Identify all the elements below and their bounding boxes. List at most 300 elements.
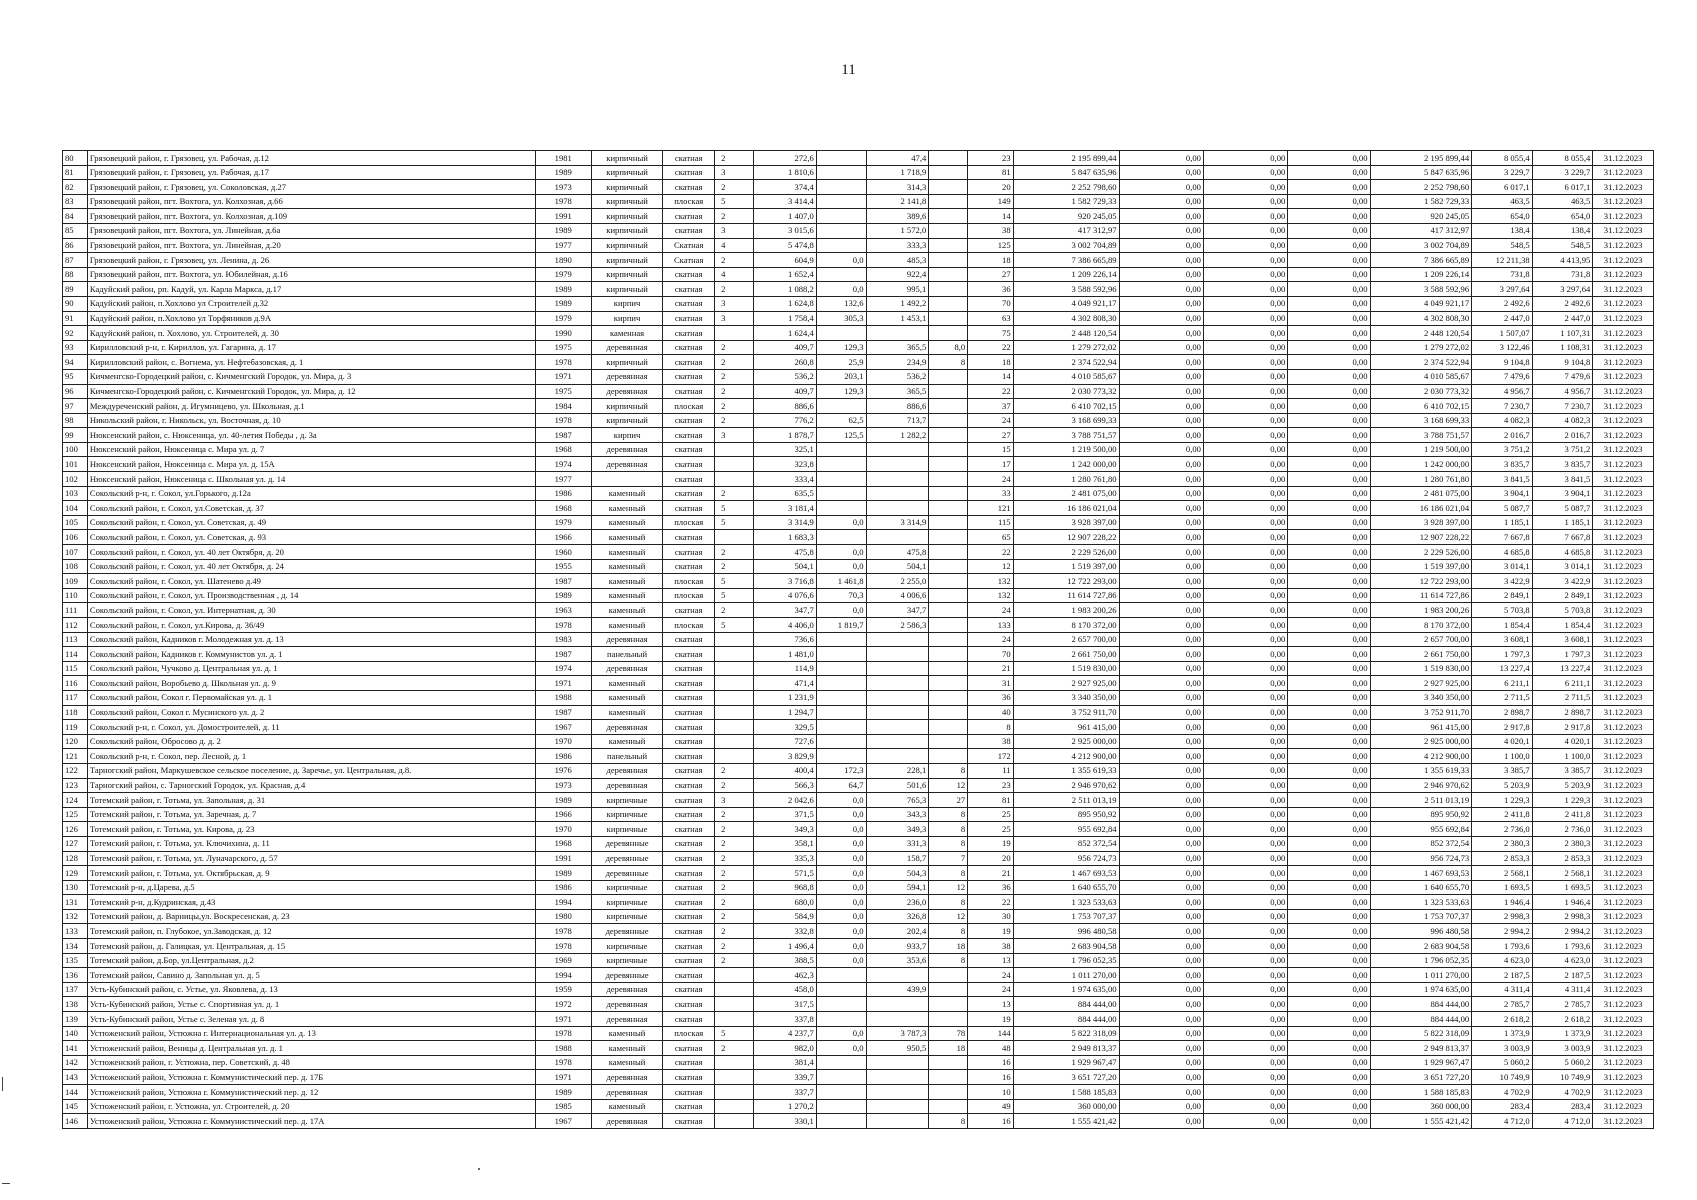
limit-cost-cell: 2 447,0 bbox=[1532, 311, 1593, 326]
nonresidential-area-cell bbox=[816, 1085, 866, 1100]
row-number-cell: 96 bbox=[63, 384, 88, 399]
federal-funds-cell: 0,00 bbox=[1119, 384, 1203, 399]
completion-date-cell: 31.12.2023 bbox=[1593, 253, 1654, 268]
total-cost-cell: 2 252 798,60 bbox=[1013, 180, 1119, 195]
total-cost-cell: 852 372,54 bbox=[1013, 836, 1119, 851]
local-funds-cell: 0,00 bbox=[1288, 1055, 1370, 1070]
federal-funds-cell: 0,00 bbox=[1119, 486, 1203, 501]
apartments-cell bbox=[929, 647, 968, 662]
total-cost-cell: 1 519 397,00 bbox=[1013, 559, 1119, 574]
unit-cost-cell: 2 736,0 bbox=[1472, 822, 1533, 837]
local-funds-cell: 0,00 bbox=[1288, 384, 1370, 399]
row-number-cell: 136 bbox=[63, 968, 88, 983]
floors-cell bbox=[715, 1099, 754, 1114]
total-cost-cell: 884 444,00 bbox=[1013, 997, 1119, 1012]
limit-cost-cell: 2 898,7 bbox=[1532, 705, 1593, 720]
residents-cell: 25 bbox=[968, 807, 1013, 822]
other-funds-cell: 2 683 904,58 bbox=[1370, 939, 1472, 954]
roof-type-cell: скатная bbox=[663, 486, 715, 501]
local-funds-cell: 0,00 bbox=[1288, 924, 1370, 939]
year-cell: 1989 bbox=[535, 165, 591, 180]
completion-date-cell: 31.12.2023 bbox=[1593, 1012, 1654, 1027]
residential-area-cell: 2 586,3 bbox=[866, 618, 929, 633]
total-cost-cell: 2 511 013,19 bbox=[1013, 793, 1119, 808]
nonresidential-area-cell bbox=[816, 982, 866, 997]
row-number-cell: 89 bbox=[63, 282, 88, 297]
nonresidential-area-cell bbox=[816, 326, 866, 341]
federal-funds-cell: 0,00 bbox=[1119, 866, 1203, 881]
floors-cell bbox=[715, 632, 754, 647]
year-cell: 1890 bbox=[535, 253, 591, 268]
address-cell: Грязовецкий район, г. Грязовец, ул. Рабочая, д.17 bbox=[87, 165, 535, 180]
other-funds-cell: 1 209 226,14 bbox=[1370, 267, 1472, 282]
table-row bbox=[63, 778, 1654, 793]
year-cell: 1971 bbox=[535, 1070, 591, 1085]
floors-cell: 2 bbox=[715, 851, 754, 866]
total-cost-cell: 961 415,00 bbox=[1013, 720, 1119, 735]
limit-cost-cell: 2 492,6 bbox=[1532, 296, 1593, 311]
residents-cell: 16 bbox=[968, 1070, 1013, 1085]
total-cost-cell: 4 049 921,17 bbox=[1013, 296, 1119, 311]
table-row bbox=[63, 209, 1654, 224]
total-cost-cell: 1 219 500,00 bbox=[1013, 442, 1119, 457]
total-cost-cell: 8 170 372,00 bbox=[1013, 618, 1119, 633]
federal-funds-cell: 0,00 bbox=[1119, 413, 1203, 428]
apartments-cell bbox=[929, 997, 968, 1012]
address-cell: Сокольский район, Кадников г. Молодежная ул. д. 13 bbox=[87, 632, 535, 647]
roof-type-cell: скатная bbox=[663, 223, 715, 238]
row-number-cell: 138 bbox=[63, 997, 88, 1012]
year-cell: 1980 bbox=[535, 909, 591, 924]
total-area-cell: 1 683,3 bbox=[754, 530, 817, 545]
roof-type-cell: скатная bbox=[663, 982, 715, 997]
nonresidential-area-cell: 129,3 bbox=[816, 340, 866, 355]
floors-cell: 2 bbox=[715, 939, 754, 954]
floors-cell: 5 bbox=[715, 1026, 754, 1041]
address-cell: Кадуйский район, п.Хохлово ул Строителей д.32 bbox=[87, 296, 535, 311]
total-cost-cell: 1 519 830,00 bbox=[1013, 661, 1119, 676]
wall-material-cell bbox=[591, 472, 662, 487]
floors-cell: 2 bbox=[715, 355, 754, 370]
unit-cost-cell: 3 122,46 bbox=[1472, 340, 1533, 355]
table-row bbox=[63, 399, 1654, 414]
row-number-cell: 128 bbox=[63, 851, 88, 866]
total-area-cell: 968,8 bbox=[754, 880, 817, 895]
regional-funds-cell: 0,00 bbox=[1203, 953, 1287, 968]
federal-funds-cell: 0,00 bbox=[1119, 676, 1203, 691]
apartments-cell bbox=[929, 180, 968, 195]
completion-date-cell: 31.12.2023 bbox=[1593, 165, 1654, 180]
wall-material-cell: кирпичный bbox=[591, 209, 662, 224]
limit-cost-cell: 463,5 bbox=[1532, 194, 1593, 209]
residential-area-cell bbox=[866, 326, 929, 341]
total-area-cell: 1 407,0 bbox=[754, 209, 817, 224]
other-funds-cell: 3 588 592,96 bbox=[1370, 282, 1472, 297]
wall-material-cell: каменный bbox=[591, 618, 662, 633]
unit-cost-cell: 1 797,3 bbox=[1472, 647, 1533, 662]
nonresidential-area-cell: 0,0 bbox=[816, 822, 866, 837]
completion-date-cell: 31.12.2023 bbox=[1593, 1026, 1654, 1041]
regional-funds-cell: 0,00 bbox=[1203, 515, 1287, 530]
floors-cell: 2 bbox=[715, 253, 754, 268]
address-cell: Тотемский район, Савино д. Запольная ул. д. 5 bbox=[87, 968, 535, 983]
residents-cell: 17 bbox=[968, 457, 1013, 472]
total-area-cell: 1 088,2 bbox=[754, 282, 817, 297]
row-number-cell: 102 bbox=[63, 472, 88, 487]
apartments-cell: 12 bbox=[929, 909, 968, 924]
floors-cell: 2 bbox=[715, 836, 754, 851]
residential-area-cell bbox=[866, 632, 929, 647]
total-cost-cell: 12 722 293,00 bbox=[1013, 574, 1119, 589]
total-area-cell: 400,4 bbox=[754, 763, 817, 778]
other-funds-cell: 8 170 372,00 bbox=[1370, 618, 1472, 633]
apartments-cell bbox=[929, 734, 968, 749]
total-cost-cell: 1 929 967,47 bbox=[1013, 1055, 1119, 1070]
residents-cell: 24 bbox=[968, 982, 1013, 997]
residential-area-cell: 1 453,1 bbox=[866, 311, 929, 326]
table-row bbox=[63, 267, 1654, 282]
nonresidential-area-cell: 0,0 bbox=[816, 807, 866, 822]
floors-cell: 2 bbox=[715, 866, 754, 881]
apartments-cell bbox=[929, 223, 968, 238]
other-funds-cell: 3 788 751,57 bbox=[1370, 428, 1472, 443]
unit-cost-cell: 4 956,7 bbox=[1472, 384, 1533, 399]
local-funds-cell: 0,00 bbox=[1288, 253, 1370, 268]
total-cost-cell: 2 195 899,44 bbox=[1013, 151, 1119, 166]
apartments-cell bbox=[929, 194, 968, 209]
row-number-cell: 80 bbox=[63, 151, 88, 166]
local-funds-cell: 0,00 bbox=[1288, 238, 1370, 253]
completion-date-cell: 31.12.2023 bbox=[1593, 282, 1654, 297]
roof-type-cell: скатная bbox=[663, 778, 715, 793]
roof-type-cell: скатная bbox=[663, 413, 715, 428]
completion-date-cell: 31.12.2023 bbox=[1593, 690, 1654, 705]
roof-type-cell: плоская bbox=[663, 618, 715, 633]
roof-type-cell: скатная bbox=[663, 1070, 715, 1085]
row-number-cell: 127 bbox=[63, 836, 88, 851]
total-cost-cell: 2 374 522,94 bbox=[1013, 355, 1119, 370]
completion-date-cell: 31.12.2023 bbox=[1593, 384, 1654, 399]
apartments-cell: 27 bbox=[929, 793, 968, 808]
regional-funds-cell: 0,00 bbox=[1203, 1114, 1287, 1129]
address-cell: Кадуйский район, рп. Кадуй, ул. Карла Маркса, д.17 bbox=[87, 282, 535, 297]
unit-cost-cell: 13 227,4 bbox=[1472, 661, 1533, 676]
roof-type-cell: скатная bbox=[663, 282, 715, 297]
completion-date-cell: 31.12.2023 bbox=[1593, 909, 1654, 924]
total-cost-cell: 5 847 635,96 bbox=[1013, 165, 1119, 180]
table-row bbox=[63, 880, 1654, 895]
local-funds-cell: 0,00 bbox=[1288, 369, 1370, 384]
limit-cost-cell: 5 087,7 bbox=[1532, 501, 1593, 516]
regional-funds-cell: 0,00 bbox=[1203, 793, 1287, 808]
total-area-cell: 333,4 bbox=[754, 472, 817, 487]
regional-funds-cell: 0,00 bbox=[1203, 253, 1287, 268]
local-funds-cell: 0,00 bbox=[1288, 282, 1370, 297]
unit-cost-cell: 2 492,6 bbox=[1472, 296, 1533, 311]
total-cost-cell: 5 822 318,09 bbox=[1013, 1026, 1119, 1041]
row-number-cell: 94 bbox=[63, 355, 88, 370]
wall-material-cell: каменный bbox=[591, 515, 662, 530]
nonresidential-area-cell: 62,5 bbox=[816, 413, 866, 428]
residential-area-cell: 389,6 bbox=[866, 209, 929, 224]
roof-type-cell: скатная bbox=[663, 953, 715, 968]
limit-cost-cell: 4 712,0 bbox=[1532, 1114, 1593, 1129]
apartments-cell bbox=[929, 238, 968, 253]
row-number-cell: 119 bbox=[63, 720, 88, 735]
table-row bbox=[63, 851, 1654, 866]
residents-cell: 37 bbox=[968, 399, 1013, 414]
floors-cell: 2 bbox=[715, 909, 754, 924]
total-area-cell: 571,5 bbox=[754, 866, 817, 881]
completion-date-cell: 31.12.2023 bbox=[1593, 924, 1654, 939]
nonresidential-area-cell bbox=[816, 486, 866, 501]
roof-type-cell: скатная bbox=[663, 676, 715, 691]
limit-cost-cell: 548,5 bbox=[1532, 238, 1593, 253]
completion-date-cell: 31.12.2023 bbox=[1593, 1055, 1654, 1070]
federal-funds-cell: 0,00 bbox=[1119, 997, 1203, 1012]
row-number-cell: 100 bbox=[63, 442, 88, 457]
address-cell: Нюксенский район, Нюксеница с. Школьная ул. д. 14 bbox=[87, 472, 535, 487]
unit-cost-cell: 6 211,1 bbox=[1472, 676, 1533, 691]
local-funds-cell: 0,00 bbox=[1288, 340, 1370, 355]
limit-cost-cell: 2 785,7 bbox=[1532, 997, 1593, 1012]
floors-cell: 5 bbox=[715, 194, 754, 209]
local-funds-cell: 0,00 bbox=[1288, 559, 1370, 574]
row-number-cell: 134 bbox=[63, 939, 88, 954]
residents-cell: 12 bbox=[968, 559, 1013, 574]
roof-type-cell: скатная bbox=[663, 209, 715, 224]
roof-type-cell: скатная bbox=[663, 734, 715, 749]
federal-funds-cell: 0,00 bbox=[1119, 749, 1203, 764]
completion-date-cell: 31.12.2023 bbox=[1593, 355, 1654, 370]
apartments-cell bbox=[929, 501, 968, 516]
regional-funds-cell: 0,00 bbox=[1203, 778, 1287, 793]
limit-cost-cell: 654,0 bbox=[1532, 209, 1593, 224]
floors-cell bbox=[715, 968, 754, 983]
residents-cell: 81 bbox=[968, 165, 1013, 180]
nonresidential-area-cell: 0,0 bbox=[816, 880, 866, 895]
wall-material-cell: кирпичные bbox=[591, 807, 662, 822]
floors-cell bbox=[715, 734, 754, 749]
row-number-cell: 140 bbox=[63, 1026, 88, 1041]
residents-cell: 18 bbox=[968, 355, 1013, 370]
address-cell: Сокольский район, г. Сокол, ул.Советская, д. 37 bbox=[87, 501, 535, 516]
wall-material-cell: деревянные bbox=[591, 968, 662, 983]
total-cost-cell: 996 480,58 bbox=[1013, 924, 1119, 939]
total-area-cell: 3 314,9 bbox=[754, 515, 817, 530]
roof-type-cell: скатная bbox=[663, 472, 715, 487]
address-cell: Усть-Кубинский район, Устье с. Зеленая ул. д. 8 bbox=[87, 1012, 535, 1027]
federal-funds-cell: 0,00 bbox=[1119, 238, 1203, 253]
other-funds-cell: 2 030 773,32 bbox=[1370, 384, 1472, 399]
completion-date-cell: 31.12.2023 bbox=[1593, 296, 1654, 311]
unit-cost-cell: 9 104,8 bbox=[1472, 355, 1533, 370]
unit-cost-cell: 4 311,4 bbox=[1472, 982, 1533, 997]
unit-cost-cell: 10 749,9 bbox=[1472, 1070, 1533, 1085]
year-cell: 1978 bbox=[535, 1026, 591, 1041]
apartments-cell bbox=[929, 413, 968, 428]
year-cell: 1966 bbox=[535, 807, 591, 822]
apartments-cell bbox=[929, 1099, 968, 1114]
residents-cell: 23 bbox=[968, 778, 1013, 793]
total-cost-cell: 1 983 200,26 bbox=[1013, 603, 1119, 618]
unit-cost-cell: 2 568,1 bbox=[1472, 866, 1533, 881]
limit-cost-cell: 2 853,3 bbox=[1532, 851, 1593, 866]
residential-area-cell: 501,6 bbox=[866, 778, 929, 793]
residential-area-cell: 594,1 bbox=[866, 880, 929, 895]
local-funds-cell: 0,00 bbox=[1288, 866, 1370, 881]
apartments-cell bbox=[929, 165, 968, 180]
regional-funds-cell: 0,00 bbox=[1203, 720, 1287, 735]
limit-cost-cell: 2 998,3 bbox=[1532, 909, 1593, 924]
residents-cell: 27 bbox=[968, 428, 1013, 443]
residents-cell: 22 bbox=[968, 895, 1013, 910]
unit-cost-cell: 3 297,64 bbox=[1472, 282, 1533, 297]
regional-funds-cell: 0,00 bbox=[1203, 223, 1287, 238]
housing-registry-table bbox=[62, 150, 1654, 1129]
residential-area-cell: 333,3 bbox=[866, 238, 929, 253]
roof-type-cell: скатная bbox=[663, 151, 715, 166]
address-cell: Сокольский район, Воробьево д. Школьная ул. д. 9 bbox=[87, 676, 535, 691]
total-area-cell: 409,7 bbox=[754, 384, 817, 399]
other-funds-cell: 3 168 699,33 bbox=[1370, 413, 1472, 428]
wall-material-cell: кирпичный bbox=[591, 238, 662, 253]
federal-funds-cell: 0,00 bbox=[1119, 588, 1203, 603]
completion-date-cell: 31.12.2023 bbox=[1593, 1114, 1654, 1129]
other-funds-cell: 1 519 397,00 bbox=[1370, 559, 1472, 574]
residential-area-cell bbox=[866, 690, 929, 705]
year-cell: 1979 bbox=[535, 515, 591, 530]
year-cell: 1971 bbox=[535, 676, 591, 691]
limit-cost-cell: 9 104,8 bbox=[1532, 355, 1593, 370]
wall-material-cell: деревянные bbox=[591, 866, 662, 881]
wall-material-cell: каменный bbox=[591, 1041, 662, 1056]
roof-type-cell: скатная bbox=[663, 924, 715, 939]
regional-funds-cell: 0,00 bbox=[1203, 399, 1287, 414]
residential-area-cell bbox=[866, 720, 929, 735]
address-cell: Тарногский район, с. Тарногский Городок, ул. Красная, д.4 bbox=[87, 778, 535, 793]
address-cell: Нюксенский район, Нюксеница с. Мира ул. д. 7 bbox=[87, 442, 535, 457]
table-row bbox=[63, 1099, 1654, 1114]
limit-cost-cell: 1 797,3 bbox=[1532, 647, 1593, 662]
residents-cell: 63 bbox=[968, 311, 1013, 326]
unit-cost-cell: 7 667,8 bbox=[1472, 530, 1533, 545]
year-cell: 1989 bbox=[535, 1085, 591, 1100]
total-cost-cell: 1 280 761,80 bbox=[1013, 472, 1119, 487]
address-cell: Грязовецкий район, г. Грязовец, ул. Соколовская, д.27 bbox=[87, 180, 535, 195]
apartments-cell bbox=[929, 676, 968, 691]
unit-cost-cell: 1 946,4 bbox=[1472, 895, 1533, 910]
total-area-cell: 982,0 bbox=[754, 1041, 817, 1056]
residents-cell: 16 bbox=[968, 1114, 1013, 1129]
completion-date-cell: 31.12.2023 bbox=[1593, 1041, 1654, 1056]
address-cell: Нюксенский район, с. Нюксеница, ул. 40-летия Победы , д. 3а bbox=[87, 428, 535, 443]
nonresidential-area-cell bbox=[816, 997, 866, 1012]
local-funds-cell: 0,00 bbox=[1288, 530, 1370, 545]
row-number-cell: 84 bbox=[63, 209, 88, 224]
residential-area-cell bbox=[866, 968, 929, 983]
residents-cell: 38 bbox=[968, 734, 1013, 749]
completion-date-cell: 31.12.2023 bbox=[1593, 369, 1654, 384]
row-number-cell: 113 bbox=[63, 632, 88, 647]
total-cost-cell: 2 229 526,00 bbox=[1013, 545, 1119, 560]
total-cost-cell: 1 209 226,14 bbox=[1013, 267, 1119, 282]
roof-type-cell: скатная bbox=[663, 793, 715, 808]
other-funds-cell: 417 312,97 bbox=[1370, 223, 1472, 238]
regional-funds-cell: 0,00 bbox=[1203, 822, 1287, 837]
unit-cost-cell: 1 100,0 bbox=[1472, 749, 1533, 764]
address-cell: Сокольский район, г. Сокол, ул. Советская, д. 93 bbox=[87, 530, 535, 545]
limit-cost-cell: 3 841,5 bbox=[1532, 472, 1593, 487]
row-number-cell: 111 bbox=[63, 603, 88, 618]
wall-material-cell: каменный bbox=[591, 603, 662, 618]
other-funds-cell: 956 724,73 bbox=[1370, 851, 1472, 866]
nonresidential-area-cell bbox=[816, 530, 866, 545]
limit-cost-cell: 3 385,7 bbox=[1532, 763, 1593, 778]
federal-funds-cell: 0,00 bbox=[1119, 515, 1203, 530]
other-funds-cell: 1 640 655,70 bbox=[1370, 880, 1472, 895]
limit-cost-cell: 3 608,1 bbox=[1532, 632, 1593, 647]
wall-material-cell: каменный bbox=[591, 734, 662, 749]
address-cell: Тотемский район, г. Тотьма, ул. Запольная, д. 31 bbox=[87, 793, 535, 808]
residential-area-cell: 234,9 bbox=[866, 355, 929, 370]
unit-cost-cell: 3 751,2 bbox=[1472, 442, 1533, 457]
residential-area-cell: 158,7 bbox=[866, 851, 929, 866]
completion-date-cell: 31.12.2023 bbox=[1593, 895, 1654, 910]
local-funds-cell: 0,00 bbox=[1288, 763, 1370, 778]
apartments-cell bbox=[929, 442, 968, 457]
nonresidential-area-cell: 0,0 bbox=[816, 836, 866, 851]
limit-cost-cell: 1 229,3 bbox=[1532, 793, 1593, 808]
other-funds-cell: 6 410 702,15 bbox=[1370, 399, 1472, 414]
residents-cell: 121 bbox=[968, 501, 1013, 516]
residents-cell: 8 bbox=[968, 720, 1013, 735]
floors-cell: 2 bbox=[715, 763, 754, 778]
completion-date-cell: 31.12.2023 bbox=[1593, 457, 1654, 472]
regional-funds-cell: 0,00 bbox=[1203, 530, 1287, 545]
limit-cost-cell: 1 854,4 bbox=[1532, 618, 1593, 633]
total-area-cell: 462,3 bbox=[754, 968, 817, 983]
year-cell: 1975 bbox=[535, 384, 591, 399]
floors-cell bbox=[715, 326, 754, 341]
address-cell: Сокольский район, Сокол г. Мусинского ул. д. 2 bbox=[87, 705, 535, 720]
other-funds-cell: 1 280 761,80 bbox=[1370, 472, 1472, 487]
nonresidential-area-cell: 0,0 bbox=[816, 939, 866, 954]
roof-type-cell: скатная bbox=[663, 384, 715, 399]
completion-date-cell: 31.12.2023 bbox=[1593, 705, 1654, 720]
local-funds-cell: 0,00 bbox=[1288, 545, 1370, 560]
residents-cell: 19 bbox=[968, 924, 1013, 939]
local-funds-cell: 0,00 bbox=[1288, 618, 1370, 633]
federal-funds-cell: 0,00 bbox=[1119, 836, 1203, 851]
roof-type-cell: скатная bbox=[663, 1114, 715, 1129]
local-funds-cell: 0,00 bbox=[1288, 1012, 1370, 1027]
address-cell: Сокольский район, Кадников г. Коммунистов ул. д. 1 bbox=[87, 647, 535, 662]
row-number-cell: 92 bbox=[63, 326, 88, 341]
total-area-cell: 1 270,2 bbox=[754, 1099, 817, 1114]
local-funds-cell: 0,00 bbox=[1288, 647, 1370, 662]
total-cost-cell: 1 555 421,42 bbox=[1013, 1114, 1119, 1129]
residents-cell: 18 bbox=[968, 253, 1013, 268]
nonresidential-area-cell: 1 819,7 bbox=[816, 618, 866, 633]
completion-date-cell: 31.12.2023 bbox=[1593, 676, 1654, 691]
local-funds-cell: 0,00 bbox=[1288, 472, 1370, 487]
roof-type-cell: плоская bbox=[663, 574, 715, 589]
floors-cell: 2 bbox=[715, 151, 754, 166]
total-area-cell: 635,5 bbox=[754, 486, 817, 501]
year-cell: 1978 bbox=[535, 618, 591, 633]
address-cell: Тотемский район, г. Тотьма, ул. Заречная, д. 7 bbox=[87, 807, 535, 822]
